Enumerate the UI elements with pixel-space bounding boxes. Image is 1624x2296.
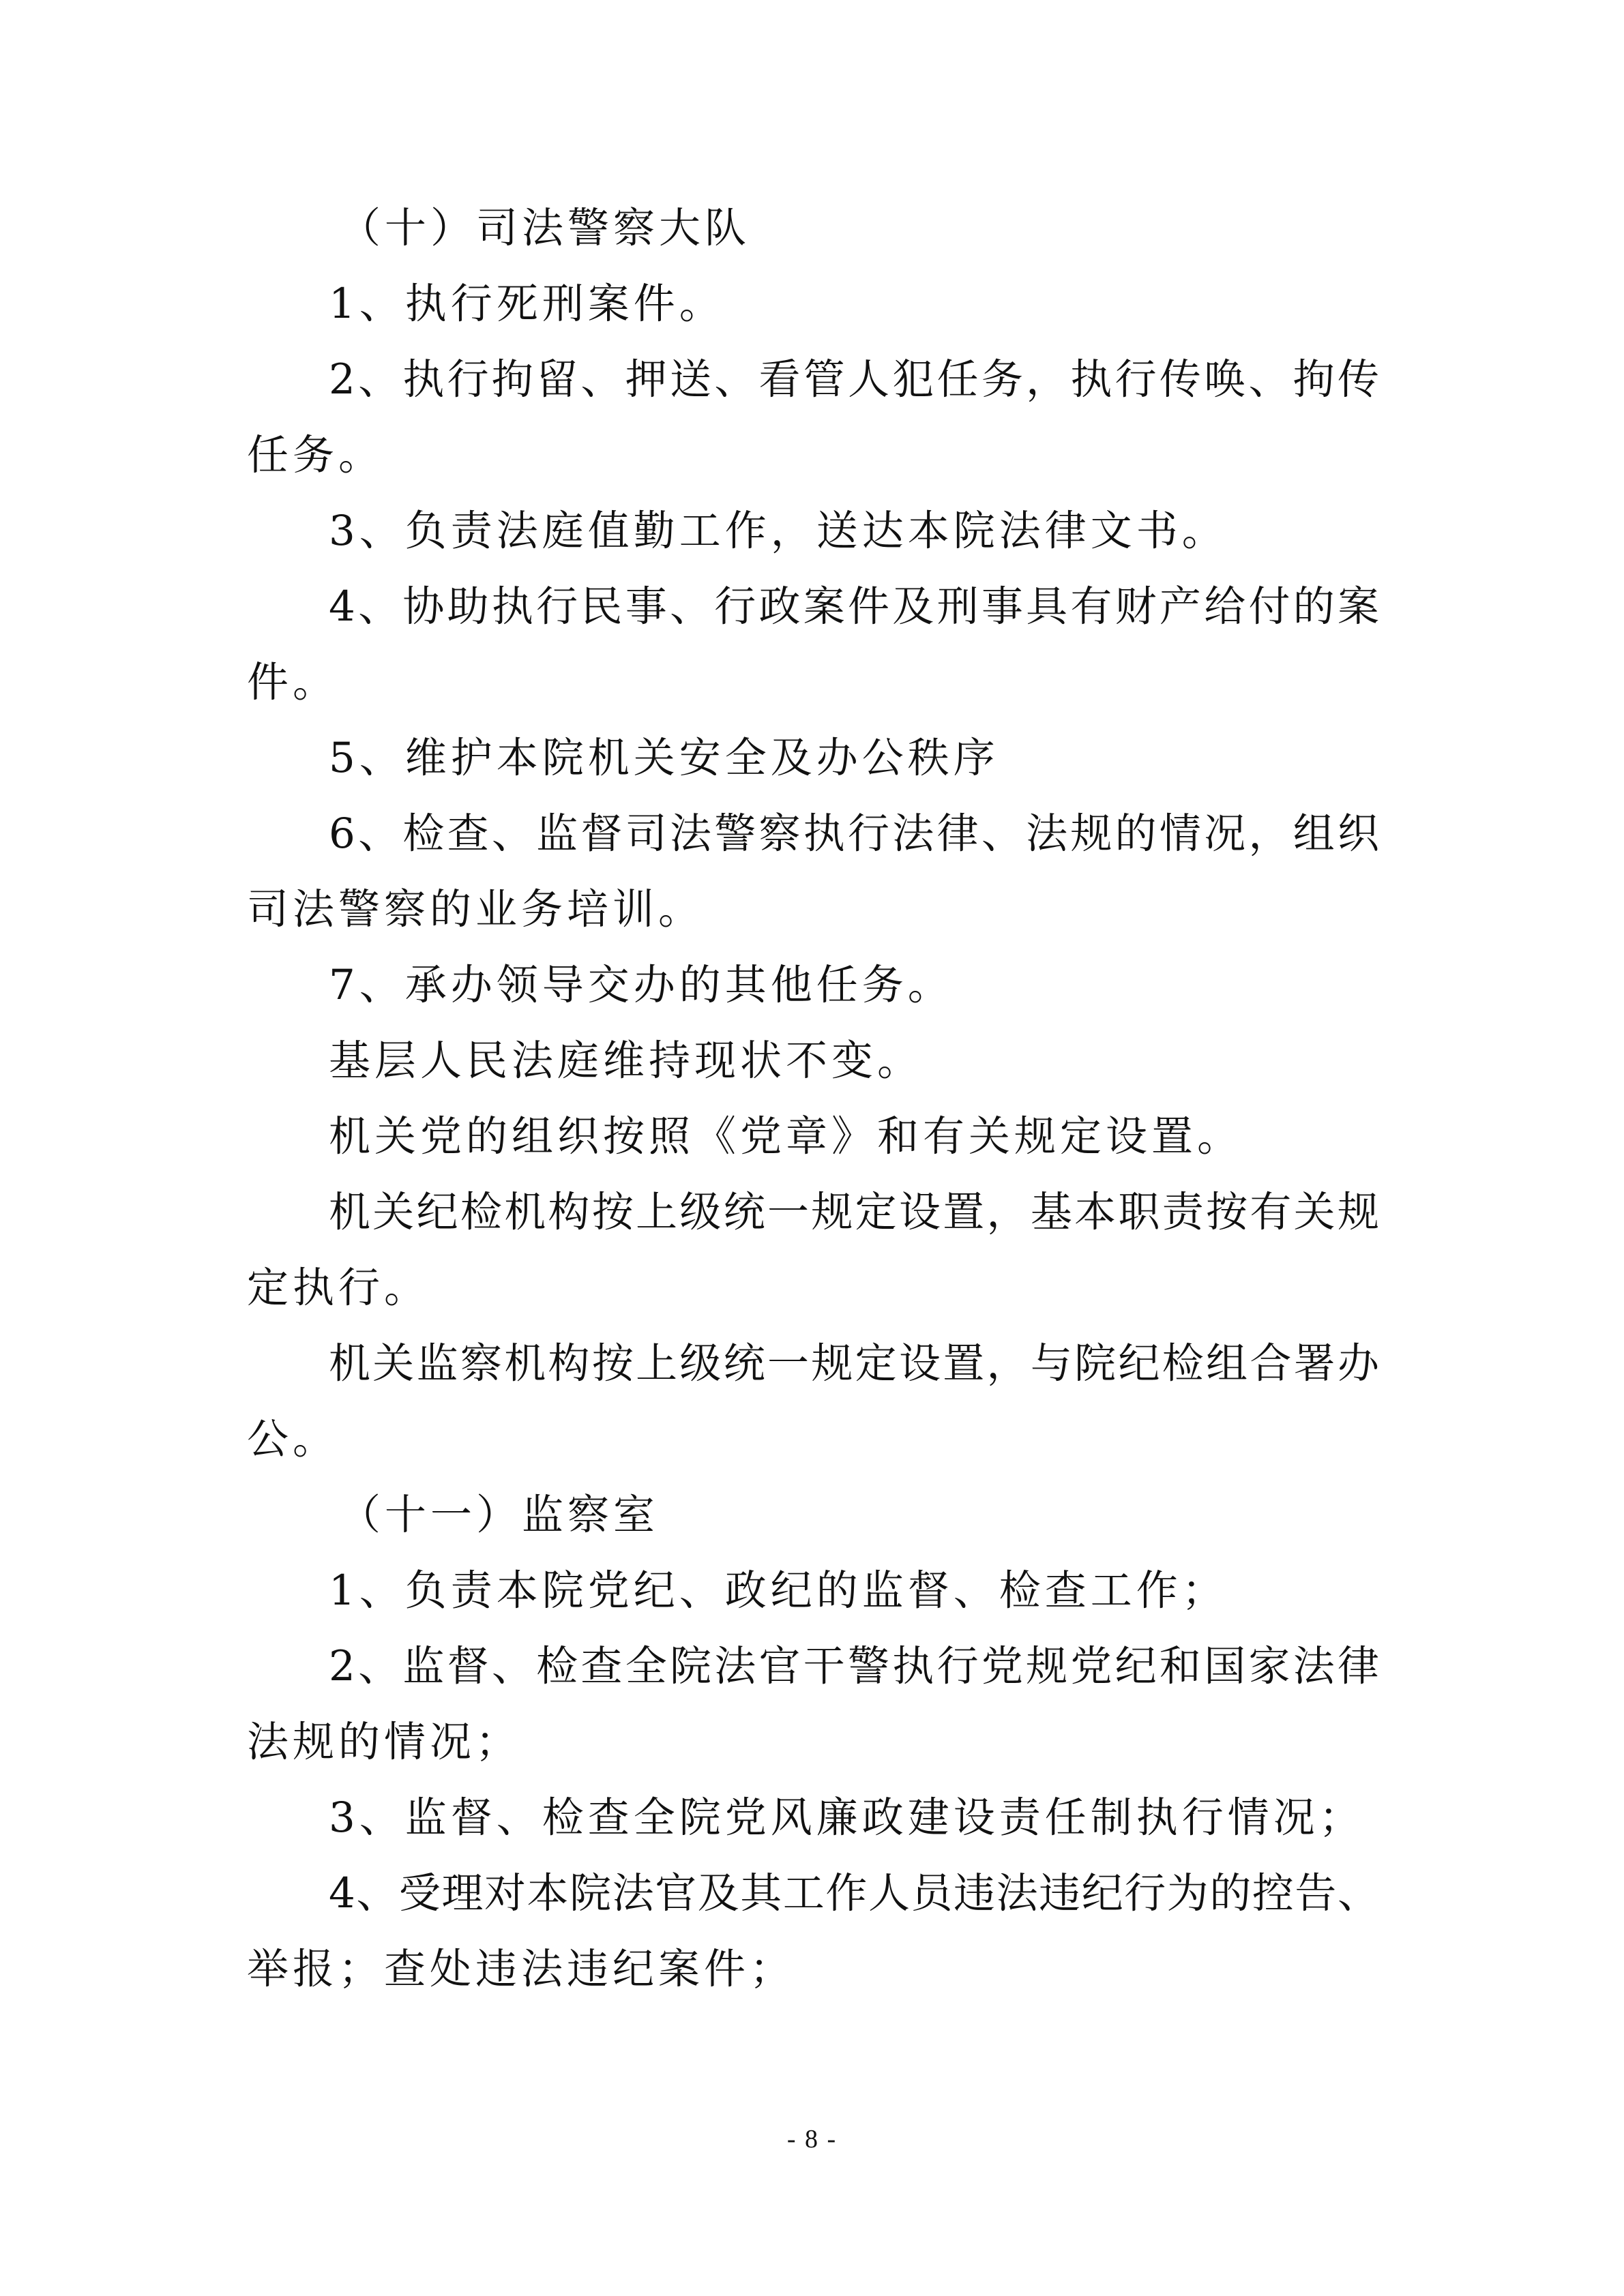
- item-2-line-1: 2、执行拘留、押送、看管人犯任务，执行传唤、拘传: [329, 355, 1379, 404]
- item-6-line-2: 司法警察的业务培训。: [247, 885, 705, 934]
- supervision-item-4-line-2: 举报；查处违法违纪案件；: [247, 1945, 796, 1993]
- item-7: 7、承办领导交办的其他任务。: [329, 961, 954, 1009]
- item-3: 3、负责法庭值勤工作，送达本院法律文书。: [329, 507, 1228, 555]
- supervision-item-2-line-2: 法规的情况；: [247, 1718, 522, 1766]
- item-2-line-2: 任务。: [247, 431, 385, 479]
- item-6-line-1: 6、检查、监督司法警察执行法律、法规的情况，组织: [329, 809, 1379, 858]
- section-heading-judicial-police: （十）司法警察大队: [339, 204, 751, 252]
- section-heading-supervision-office: （十一）监察室: [339, 1491, 660, 1539]
- paragraph-supervision-line-2: 公。: [247, 1415, 339, 1463]
- page-number: - 8 -: [786, 2125, 838, 2153]
- item-1: 1、执行死刑案件。: [329, 280, 725, 328]
- item-4-line-2: 件。: [247, 658, 339, 706]
- paragraph-people-tribunal: 基层人民法庭维持现状不变。: [329, 1037, 924, 1085]
- paragraph-party-organization: 机关党的组织按照《党章》和有关规定设置。: [329, 1112, 1243, 1161]
- supervision-item-3: 3、监督、检查全院党风廉政建设责任制执行情况；: [329, 1793, 1365, 1842]
- supervision-item-2-line-1: 2、监督、检查全院法官干警执行党规党纪和国家法律: [329, 1642, 1379, 1690]
- paragraph-discipline-line-2: 定执行。: [247, 1264, 430, 1312]
- paragraph-supervision-line-1: 机关监察机构按上级统一规定设置，与院纪检组合署办: [329, 1339, 1379, 1388]
- item-4-line-1: 4、协助执行民事、行政案件及刑事具有财产给付的案: [329, 582, 1379, 631]
- item-5: 5、维护本院机关安全及办公秩序: [329, 734, 999, 782]
- supervision-item-1: 1、负责本院党纪、政纪的监督、检查工作；: [329, 1566, 1228, 1615]
- paragraph-discipline-line-1: 机关纪检机构按上级统一规定设置，基本职责按有关规: [329, 1188, 1379, 1236]
- supervision-item-4-line-1: 4、受理对本院法官及其工作人员违法违纪行为的控告、: [329, 1869, 1379, 1918]
